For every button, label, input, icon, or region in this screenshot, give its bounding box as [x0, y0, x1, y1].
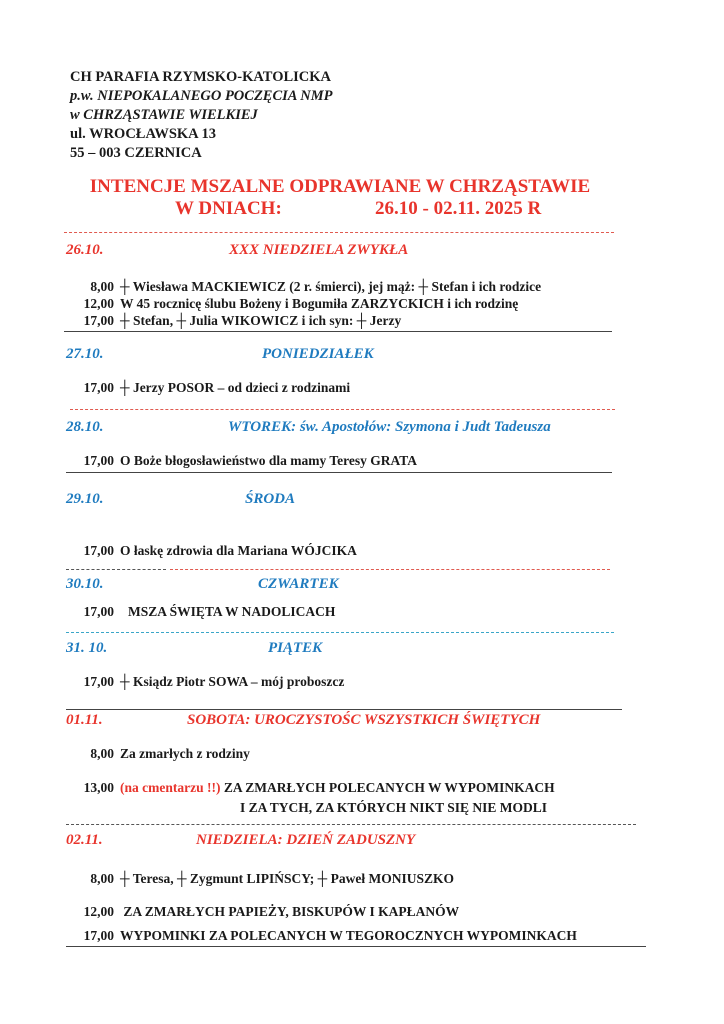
mass-row [66, 543, 357, 559]
date-range-value: 26.10 - 02.11. 2025 R [375, 198, 542, 219]
parish-postal: 55 – 003 CZERNICA [70, 145, 202, 161]
day-date: 29.10. [66, 491, 104, 507]
mass-intention: I ZA TYCH, ZA KTÓRYCH NIKT SIĘ NIE MODLI [240, 800, 547, 815]
day-name: SOBOTA: UROCZYSTOŚC WSZYSTKICH ŚWIĘTYCH [187, 712, 541, 728]
divider [66, 946, 646, 947]
day-date: 02.11. [66, 832, 103, 848]
mass-time: 12,00 [83, 904, 114, 919]
parish-name: CH PARAFIA RZYMSKO-KATOLICKA [70, 69, 332, 85]
mass-time: 12,00 [83, 296, 114, 311]
mass-intention: O Boże błogosławieństwo dla mamy Teresy GRATA [120, 453, 418, 468]
mass-row [66, 904, 459, 920]
parish-street: ul. WROCŁAWSKA 13 [70, 126, 216, 142]
day-date: 27.10. [66, 346, 104, 362]
divider [170, 569, 610, 570]
divider [66, 709, 622, 710]
mass-time: 17,00 [83, 313, 114, 328]
divider [66, 569, 166, 570]
mass-row [66, 380, 350, 396]
mass-time: 17,00 [83, 380, 114, 395]
mass-time: 17,00 [83, 928, 114, 943]
mass-time: 8,00 [90, 746, 114, 761]
day-date: 01.11. [66, 712, 103, 728]
mass-intention: Za zmarłych z rodziny [120, 746, 250, 761]
mass-intention: ZA ZMARŁYCH PAPIEŻY, BISKUPÓW I KAPŁANÓW [120, 904, 460, 919]
mass-row [66, 296, 518, 312]
divider [66, 824, 636, 825]
date-range-label: W DNIACH: [175, 198, 282, 219]
mass-row [66, 674, 344, 690]
mass-time: 17,00 [83, 604, 114, 619]
mass-row [66, 780, 555, 796]
mass-intention: MSZA ŚWIĘTA W NADOLICACH [128, 604, 336, 619]
mass-row [66, 871, 454, 887]
day-name: PONIEDZIAŁEK [262, 346, 374, 362]
mass-row [66, 928, 577, 944]
mass-intention: ┼ Wiesława MACKIEWICZ (2 r. śmierci), jej mąż: ┼ Stefan i ich rodzice [120, 279, 542, 294]
mass-intention: ZA ZMARŁYCH POLECANYCH W WYPOMINKACH [223, 780, 555, 795]
divider [64, 331, 612, 332]
day-name: PIĄTEK [268, 640, 323, 656]
document-title: INTENCJE MSZALNE ODPRAWIANE W CHRZĄSTAWIE [89, 176, 591, 197]
mass-intention: ┼ Jerzy POSOR – od dzieci z rodzinami [120, 380, 351, 395]
divider [66, 632, 614, 633]
parish-dedication: p.w. NIEPOKALANEGO POCZĘCIA NMP [70, 88, 333, 104]
day-name: ŚRODA [245, 491, 296, 507]
day-name: WTOREK: św. Apostołów: Szymona i Judt Tadeusza [228, 419, 551, 435]
mass-row [66, 313, 401, 329]
day-date: 30.10. [66, 576, 104, 592]
day-date: 26.10. [66, 242, 104, 258]
mass-note: (na cmentarzu !!) [120, 780, 221, 795]
mass-row [66, 453, 417, 469]
mass-row [66, 279, 541, 295]
mass-intention: O łaskę zdrowia dla Mariana WÓJCIKA [120, 543, 357, 558]
divider [64, 232, 614, 233]
mass-time: 17,00 [83, 543, 114, 558]
mass-time: 17,00 [83, 453, 114, 468]
divider [66, 472, 612, 473]
parish-header [70, 68, 333, 163]
divider [70, 409, 615, 410]
mass-intention: ┼ Stefan, ┼ Julia WIKOWICZ i ich syn: ┼ Jerzy [120, 313, 402, 328]
mass-time: 13,00 [83, 780, 114, 795]
mass-intention: WYPOMINKI ZA POLECANYCH W TEGOROCZNYCH WYPOMINKACH [120, 928, 577, 943]
day-date: 31. 10. [66, 640, 108, 656]
day-name: CZWARTEK [258, 576, 339, 592]
mass-intention: W 45 rocznicę ślubu Bożeny i Bogumiła ZARZYCKICH i ich rodzinę [120, 296, 519, 311]
mass-row-continuation [240, 800, 547, 816]
day-date: 28.10. [66, 419, 104, 435]
date-range-line [175, 198, 595, 220]
parish-location: w CHRZĄSTAWIE WIELKIEJ [70, 107, 258, 123]
day-name: NIEDZIELA: DZIEŃ ZADUSZNY [196, 832, 416, 848]
mass-intention: ┼ Ksiądz Piotr SOWA – mój proboszcz [120, 674, 345, 689]
mass-time: 17,00 [83, 674, 114, 689]
mass-time: 8,00 [90, 279, 114, 294]
mass-intention: ┼ Teresa, ┼ Zygmunt LIPIŃSCY; ┼ Paweł MONIUSZKO [120, 871, 454, 886]
day-name: XXX NIEDZIELA ZWYKŁA [229, 242, 409, 258]
mass-time: 8,00 [90, 871, 114, 886]
mass-row [66, 604, 335, 620]
mass-row [66, 746, 250, 762]
